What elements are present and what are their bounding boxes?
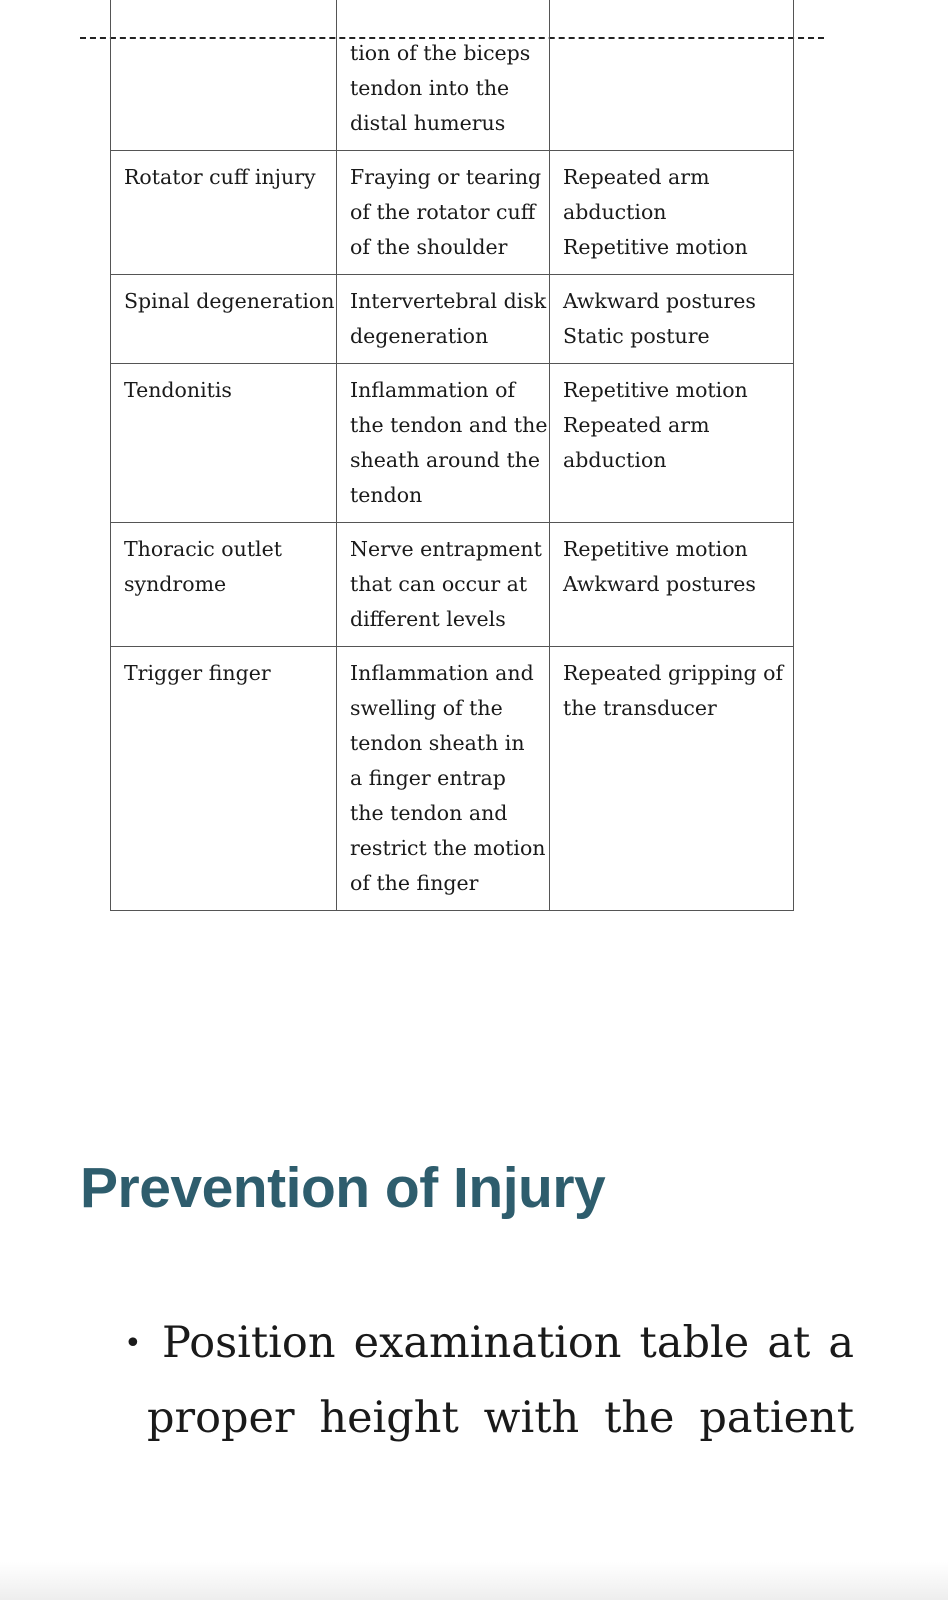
cell-text-line: Intervertebral disk [350,289,547,313]
bullet-dot-icon: • [124,1326,142,1361]
cell-text-line: that can occur at [350,572,528,596]
cause-cell [550,523,794,647]
table-row [111,275,794,364]
bottom-edge-shadow [0,1562,948,1600]
cell-text-line: swelling of the [350,696,503,720]
cell-text-line: a finger entrap [350,766,506,790]
list-item [0,1306,948,1456]
cell-text-line: Inflammation and [350,661,534,685]
cell-text-line: the transducer [563,696,717,720]
description-cell [337,647,550,911]
cell-text-line: Awkward postures [563,572,756,596]
cell-text-line: degeneration [350,324,489,348]
condition-cell [111,523,337,647]
table-row [111,364,794,523]
section-heading: Prevention of Injury [80,1156,606,1220]
condition-cell [111,0,337,151]
cell-text-line: Repetitive motion [563,235,748,259]
cell-text-line: Trigger finger [124,661,271,685]
cell-text-line: the tendon and [350,801,508,825]
condition-cell [111,647,337,911]
cell-text-line: restrict the motion [350,836,546,860]
cause-cell [550,151,794,275]
cell-text-line: different levels [350,607,506,631]
bullet-text-line: proper height with the patient [147,1393,854,1443]
cell-text-line: tendon into the [350,76,510,100]
cell-text-line: Spinal degeneration [124,289,335,313]
cell-text-line: distal humerus [350,111,506,135]
cell-text-line: Repeated arm [563,165,710,189]
condition-cell [111,151,337,275]
bullet-text-line: Position examination table at a [162,1318,854,1368]
injury-table [110,0,794,911]
cell-text-line: Repeated arm [563,413,710,437]
cell-text-line: Tendonitis [124,378,232,402]
condition-cell [111,275,337,364]
cell-text-line: the tendon and the [350,413,548,437]
table-row [111,0,794,151]
cell-text-line: Static posture [563,324,710,348]
cell-text-line: tendon sheath in [350,731,525,755]
cell-text-line: syndrome [124,572,227,596]
cell-text-line: sheath around the [350,448,541,472]
description-cell [337,364,550,523]
cause-cell [550,364,794,523]
cell-text-line: Repetitive motion [563,378,748,402]
injury-table-body [111,0,794,911]
cell-text-line: abduction [563,448,667,472]
table-row [111,647,794,911]
table-row [111,523,794,647]
cause-cell [550,275,794,364]
cell-text-line: Repetitive motion [563,537,748,561]
cell-text-line: Awkward postures [563,289,756,313]
cell-text-line: Inflammation of [350,378,516,402]
cell-text-line: of the finger [350,871,479,895]
description-cell [337,151,550,275]
cell-text-line: Fraying or tearing [350,165,542,189]
description-cell [337,0,550,151]
cause-cell [550,647,794,911]
cell-text-line: Rotator cuff injury [124,165,316,189]
bullet-list [0,1306,948,1456]
cell-text-line: Nerve entrapment [350,537,542,561]
cell-text-line: Repeated gripping of [563,661,784,685]
cell-text-line: Thoracic outlet [124,537,282,561]
cell-text-line: tion of the biceps [350,41,531,65]
cause-cell [550,0,794,151]
description-cell [337,275,550,364]
cell-text-line: of the shoulder [350,235,508,259]
description-cell [337,523,550,647]
cell-text-line: abduction [563,200,667,224]
cell-text-line: tendon [350,483,423,507]
cell-text-line: of the rotator cuff [350,200,536,224]
table-row [111,151,794,275]
condition-cell [111,364,337,523]
